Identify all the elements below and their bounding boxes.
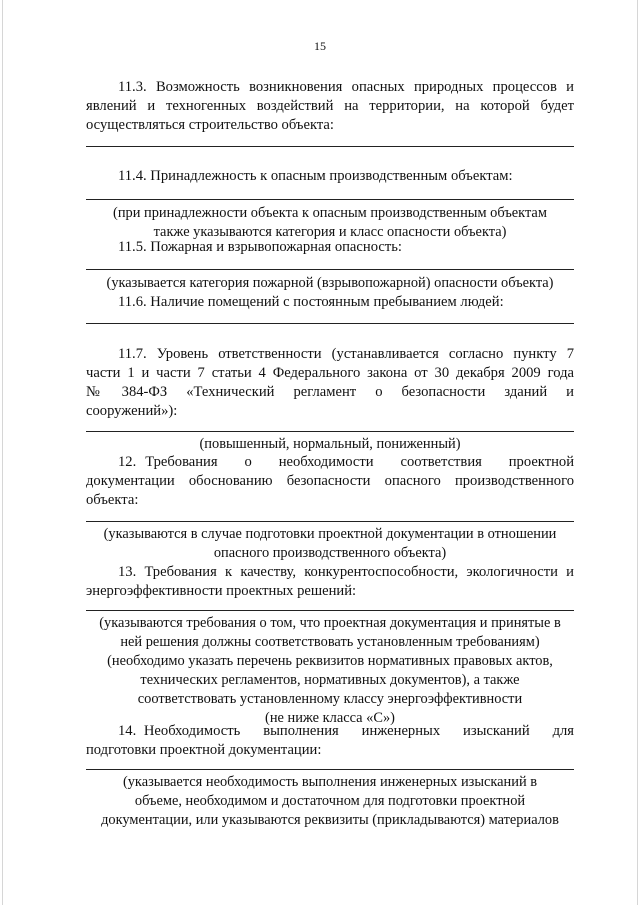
- fill-line: [86, 521, 574, 522]
- section-12-line-3: объекта:: [86, 492, 139, 508]
- fill-line: [86, 199, 574, 200]
- section-11-5-line-1: 11.5. Пожарная и взрывопожарная опасность:: [118, 239, 402, 255]
- hint-line: соответствовать установленному классу энергоэффективности: [137, 691, 523, 707]
- fill-line: [86, 431, 574, 432]
- section-11-6-line-1: 11.6. Наличие помещений с постоянным пребыванием людей:: [118, 294, 504, 310]
- page-number: 15: [314, 39, 326, 53]
- section-11-3: [86, 78, 574, 135]
- section-14: [86, 722, 574, 760]
- section-11-7-line-2: части 1 и части 7 статьи 4 Федерального закона от 30 декабря 2009 года: [86, 365, 574, 381]
- fill-line: [86, 769, 574, 770]
- hint-line: также указываются категория и класс опасности объекта): [153, 224, 507, 240]
- hint-line: технических регламентов, нормативных документов), а также: [140, 672, 520, 688]
- hint-line: опасного производственного объекта): [213, 545, 447, 561]
- hint-line: ней решения должны соответствовать установленным требованиям): [120, 634, 540, 650]
- hint-line: (указывается необходимость выполнения инженерных изысканий в: [122, 774, 538, 790]
- section-12-line-2: документации обоснованию безопасности опасного производственного: [86, 473, 574, 489]
- section-14-line-1: 14. Необходимость выполнения инженерных изысканий для: [118, 723, 574, 739]
- section-11-7-hint: [86, 435, 574, 454]
- section-11-5-hint: [86, 274, 574, 293]
- section-11-4-line-1: 11.4. Принадлежность к опасным производственным объектам:: [118, 168, 513, 184]
- section-11-3-line-2: явлений и техногенных воздействий на территории, на которой будет: [86, 98, 574, 114]
- section-13: [86, 563, 574, 601]
- hint-line: (указывается категория пожарной (взрывопожарной) опасности объекта): [106, 275, 554, 291]
- hint-line: (повышенный, нормальный, пониженный): [199, 436, 461, 452]
- section-11-3-line-3: осуществляться строительство объекта:: [86, 117, 334, 133]
- fill-line: [86, 610, 574, 611]
- section-11-6: [86, 293, 574, 312]
- section-12: [86, 453, 574, 510]
- fill-line: [86, 323, 574, 324]
- scan-edge-right: [637, 0, 638, 905]
- section-14-hint: [86, 773, 574, 830]
- fill-line: [86, 146, 574, 147]
- section-11-7-line-1: 11.7. Уровень ответственности (устанавливается согласно пункту 7: [118, 346, 574, 362]
- section-11-3-line-1: 11.3. Возможность возникновения опасных природных процессов и: [118, 79, 574, 95]
- scan-edge-left: [2, 0, 3, 905]
- fill-line: [86, 269, 574, 270]
- section-13-line-2: энергоэффективности проектных решений:: [86, 583, 357, 599]
- section-14-line-2: подготовки проектной документации:: [86, 742, 322, 758]
- section-11-7: [86, 345, 574, 421]
- section-11-5: [86, 238, 574, 257]
- section-11-7-line-3: № 384-ФЗ «Технический регламент о безопасности зданий и: [86, 384, 574, 400]
- hint-line: (при принадлежности объекта к опасным производственным объектам: [113, 205, 547, 221]
- section-13-hint: [86, 614, 574, 728]
- hint-line: объеме, необходимом и достаточном для подготовки проектной: [134, 793, 526, 809]
- section-12-hint: [86, 525, 574, 563]
- section-11-4-hint: [86, 204, 574, 242]
- hint-line: документации, или указываются реквизиты (прикладываются) материалов: [101, 812, 559, 828]
- section-13-line-1: 13. Требования к качеству, конкурентоспособности, экологичности и: [118, 564, 574, 580]
- hint-line: (не ниже класса «С»): [265, 710, 395, 726]
- section-12-line-1: 12. Требования о необходимости соответствия проектной: [118, 454, 574, 470]
- section-11-4: [86, 167, 574, 186]
- hint-line: (указываются в случае подготовки проектной документации в отношении: [103, 526, 557, 542]
- section-11-7-line-4: сооружений»):: [86, 403, 178, 419]
- hint-line: (необходимо указать перечень реквизитов нормативных правовых актов,: [107, 653, 553, 669]
- hint-line: (указываются требования о том, что проектная документация и принятые в: [99, 615, 561, 631]
